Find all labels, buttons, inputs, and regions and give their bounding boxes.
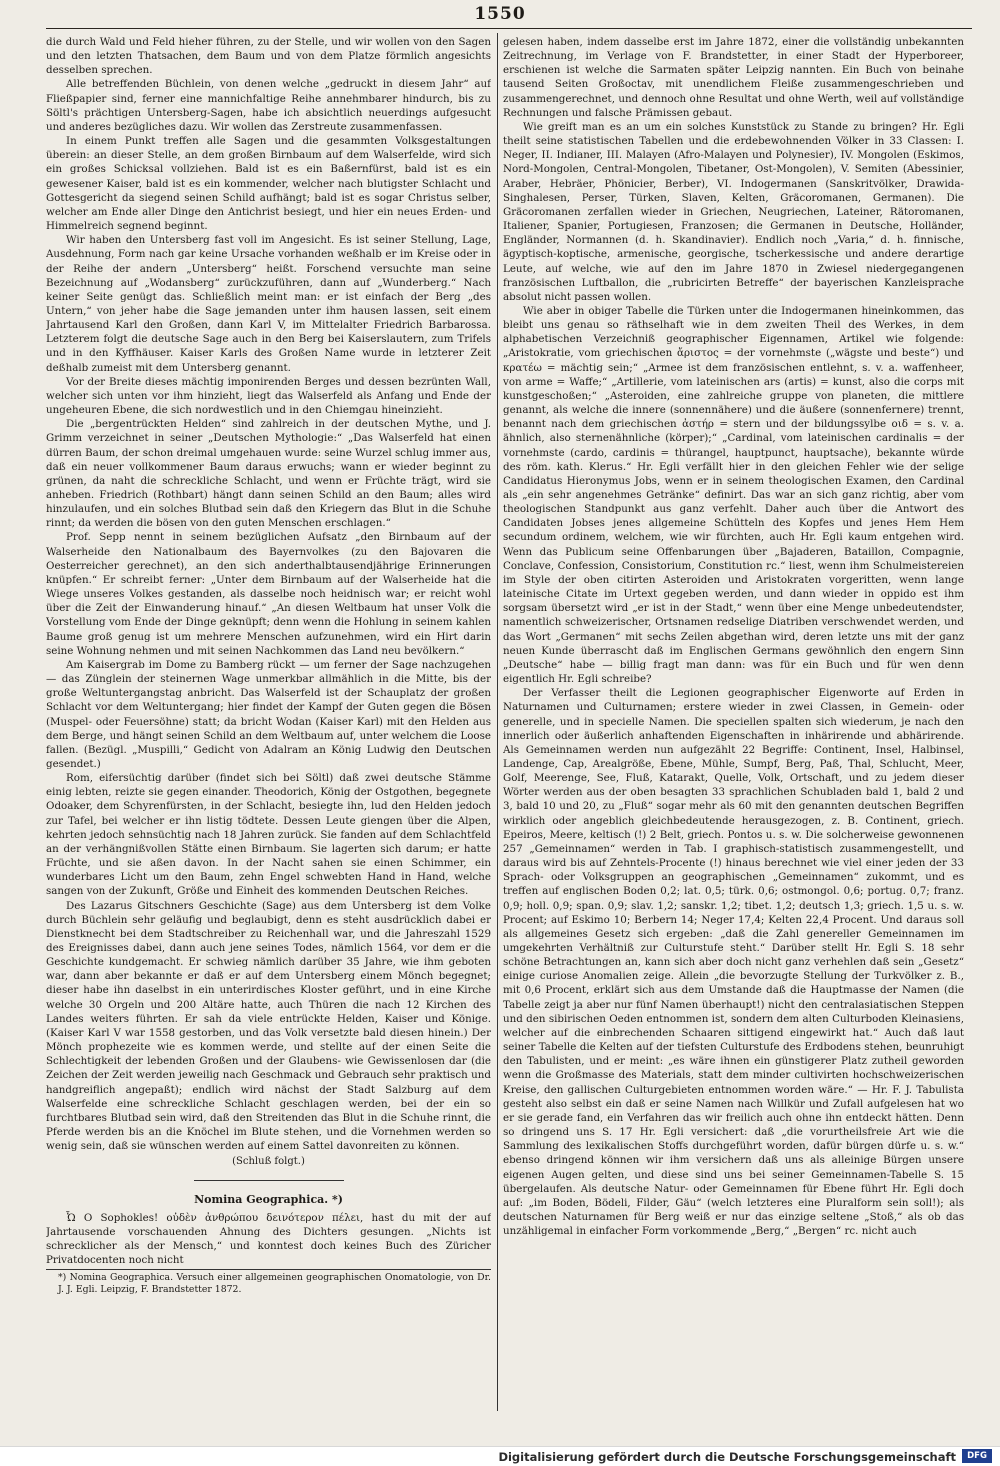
section-title: Nomina Geographica. *) [194, 1192, 343, 1206]
article-paragraph: Wir haben den Untersberg fast voll im Angesicht. Es ist seiner Stellung, Lage, Ausdehnung, Form nach gar keine Ursache vorhanden weßhalb er im Kreise oder in der Reihe der andern „Untersberg“ heißt. Forschend versuchte man seine Bezeichnung auf „Wodansberg“ zurückzuführen, dann auf „Wunderberg.“ Nach keiner Seite genügt das. Schließlich meint man: er ist einfach der Berg „des Untern,“ von jeher habe die Sage jemanden unter ihm hausen lassen, seit einem Jahrtausend Karl den Großen, dann Karl V, im Mittelalter Friedrich Barbarossa. Letzterem folgt die deutsche Sage auch in den Berg bei Kaiserslautern, zum Trifels und in den Kyffhäuser. Kaiser Karls des Großen Name wurde in letzterer Zeit deßhalb zumeist mit dem Untersberg genannt. [46, 234, 491, 374]
header-rule [46, 28, 972, 29]
article-paragraph: Des Lazarus Gitschners Geschichte (Sage) aus dem Untersberg ist dem Volke durch Büchlein sehr geläufig und beglaubigt, denn es steht ausdrücklich dabei er Dienstknecht bei dem Stadtschreiber zu Reichenhall war, und die Jahreszahl 1529 des Ereignisses dabei, dann auch jene seines Todes, nämlich 1564, vor dem er die Geschichte kundgemacht. Er schwieg nämlich darüber 35 Jahre, wie ihm geboten war, dann aber bekannte er daß er auf dem Untersberg einem Mönch begegnet; dieser habe ihn daselbst in ein unterirdisches Kloster geführt, und in eine Kirche welche 30 Orgeln und 200 Altäre hatte, auch Thüren die nach 12 Kirchen des Landes weiters führten. Er sah da viele entrückte Helden, Kaiser und Könige. (Kaiser Karl V war 1558 gestorben, und das Volk versetzte bald diesen hinein.) Der Mönch prophezeite wie es kommen werde, und stellte auf der einen Seite die Schlechtigkeit der lebenden Großen und der Glaubens- wie Gewissenlosen dar (die Zeichen der Zeit werden jeweilig nach Geschmack und Gebrauch sehr praktisch und handgreiflich angepaßt); endlich wird nächst der Stadt Salzburg auf dem Walserfelde eine schreckliche Schlacht geschlagen werden, bei der ein so furchtbares Blutbad sein wird, daß den Streitenden das Blut in die Schuhe rinnt, die Pferde werden bis an die Knöchel im Blute stehen, und die Vornehmen werden so wenig sein, daß sie wünschen werden auf einem Sattel davonreiten zu können. [46, 899, 491, 1153]
dfg-logo-icon [962, 1449, 992, 1463]
section-separator [194, 1180, 344, 1181]
article-paragraph: Wie aber in obiger Tabelle die Türken unter die Indogermanen hineinkommen, das bleibt uns genau so räthselhaft wie in dem zweiten Theil des Werkes, in dem alphabetischen Verzeichniß geographischer Eigennamen, Artikel wie folgende: „Aristokratie, vom griechischen ἄριστος = der vornehmste („wägste und beste“) und κρατέω = mächtig sein;“ „Armee ist dem französischen entlehnt, s. v. a. waffenheer, von arme = Waffe;“ „Artillerie, vom lateinischen ars (artis) = kunst, also die corps mit kunstgeschoßen;“ „Asteroiden, eine zahlreiche gruppe von planeten, die mittlere genannt, als welche die innere (sonnennähere) und die äußere (sonnenfernere) trennt, benannt nach dem griechischen ἀστήρ = stern und der bildungssylbe οιδ = s. v. a. ähnlich, also sternenähnliche (körper);“ „Cardinal, vom lateinischen cardinalis = der vornehmste (cardo, cardinis = thürangel, hauptpunct, hauptsache), bekannte würde des röm. kath. Klerus.“ Hr. Egli verfällt hier in den gleichen Fehler wie der selige Candidatus Hieronymus Jobs, wenn er in seinem theologischen Examen, den Cardinal als „ein sehr angenehmes Getränke“ definirt. Das war an sich ganz richtig, aber vom theologischen Standpunkt aus ganz verfehlt. Daher auch über die Antwort des Candidaten Jobses jenes allgemeine Schütteln des Kopfes und jenes Hem Hem secundum ordinem, welchem, wie wir fürchten, auch Hr. Egli kaum entgehen wird. Wenn das Publicum seine Offenbarungen über „Bajaderen, Bataillon, Compagnie, Conclave, Confession, Consistorium, Constitution rc.“ liest, wenn ihm Schulmeistereien im Style der oben citirten Asteroiden und Aristokraten vorgeritten, wenn lange lateinische Citate im Urtext gegeben werden, und dann wieder in oppido est ihm sorgsam übersetzt wird „er ist in der Stadt,“ wenn über eine Menge unbedeutendster, namentlich schweizerischer, Ortsnamen redselige Diatriben verschwendet werden, und das Wort „Germanen“ mit sechs Zeilen abgethan wird, deren letzte uns mit der ganz neuen Kunde überrascht daß im Englischen Germans gewöhnlich den engern Sinn „Deutsche“ habe — billig fragt man dann: was für ein Buch und für wen denn eigentlich Hr. Egli schreibe? [503, 304, 964, 686]
article-paragraph: Rom, eifersüchtig darüber (findet sich bei Söltl) daß zwei deutsche Stämme einig lebten, reizte sie gegen einander. Theodorich, König der Ostgothen, begegnete Odoaker, dem Schyrenfürsten, in der Schlacht, besiegte ihn, lud den Helden jedoch zur Tafel, bei welcher er ihn listig tödtete. Dessen Leute giengen über die Alpen, kehrten jedoch sehnsüchtig nach 18 Jahren zurück. Sie fanden auf dem Schlachtfeld an der verhängnißvollen Stätte einen Birnbaum. Sie lagerten sich darum; er hatte Früchte, und sie aßen davon. In der Nacht sahen sie einen Schimmer, ein wunderbares Licht um den Baum, zehn Engel schwebten Hand in Hand, welche sangen von der Zukunft, Größe und Einheit des kommenden Deutschen Reiches. [46, 772, 491, 898]
column-divider [497, 33, 498, 1411]
footnote-rule [46, 1269, 491, 1270]
article-paragraph: Vor der Breite dieses mächtig imponirenden Berges und dessen bezrünten Wall, welcher sich unten vor ihm hinzieht, liegt das Walserfeld als Anfang und Ende der ungeheuren Ebene, die sich nordwestlich und in den Chiemgau hineinzieht. [46, 375, 491, 417]
footnote: *) Nomina Geographica. Versuch einer allgemeinen geographischen Onomatologie, von Dr. J. J. Egli. Leipzig, F. Brandstetter 1872. [58, 1272, 491, 1296]
article-paragraph: die durch Wald und Feld hieher führen, zu der Stelle, und wir wollen von den Sagen und den letzten Thatsachen, dem Baum und von dem Platze förmlich angesichts desselben sprechen. [46, 36, 491, 77]
article-paragraph: In einem Punkt treffen alle Sagen und die gesammten Volksgestaltungen überein: an dieser Stelle, an dem großen Birnbaum auf dem Walserfelde, wird sich ein großes Schicksal vollziehen. Bald ist es ein Baßernfürst, bald ist es ein gewesener Kaiser, bald ist es ein kommender, welcher nach blutigster Schlacht und Gottesgericht da siegend seinen Schild aufhängt; bald ist es sogar Christus selber, welcher am Ende aller Dinge den Antichrist besiegt, und hier ein neues Erden- und Himmelreich segnend beginnt. [46, 135, 491, 233]
article-paragraph: gelesen haben, indem dasselbe erst im Jahre 1872, einer die vollständig unbekannten Zeitrechnung, im Verlage von F. Brandstetter, in einer Stadt der Hyperboreer, erschienen ist welche die Sarmaten später Leipzig nannten. Ein Buch von beinahe tausend Seiten Großoctav, mit unendlichem Fleiße zusammengeschrieben und zusammengerechnet, und dennoch ohne Resultat und ohne Werth, weil auf vollständige Rechnungen und falsche Prämissen gebaut. [503, 36, 964, 119]
article-paragraph: Am Kaisergrab im Dome zu Bamberg rückt — um ferner der Sage nachzugehen — das Zünglein der steinernen Wage unmerkbar allmählich in die Mitte, bis der große Weltuntergangstag anbricht. Das Walserfeld ist der Schauplatz der großen Schlacht vor dem Weltuntergang; hier findet der Kampf der Guten gegen die Bösen (Muspel- oder Feuersöhne) statt; da bricht Wodan (Kaiser Karl) mit den Helden aus dem Berge, und hängt seinen Schild an dem Weltbaum auf, unter welchem die Loose fallen. (Bezügl. „Muspilli,“ Gedicht von Adalram an König Ludwig den Deutschen gesendet.) [46, 658, 491, 770]
article-paragraph: Wie greift man es an um ein solches Kunststück zu Stande zu bringen? Hr. Egli theilt seine statistischen Tabellen und die erdebewohnenden Völker in 33 Classen: I. Neger, II. Indianer, III. Malayen (Afro-Malayen und Polynesier), IV. Mongolen (Eskimos, Nord-Mongolen, Central-Mongolen, Tibetaner, Ost-Mongolen), V. Semiten (Abessinier, Araber, Hebräer, Phönicier, Berber), VI. Indogermanen (Sanskritvölker, Drawida-Singhalesen, Perser, Türken, Slaven, Kelten, Gräcoromanen, Germanen). Die Gräcoromanen zerfallen wieder in Griechen, Neugriechen, Lateiner, Rätoromanen, Italiener, Spanier, Portugiesen, Franzosen; die Germanen in Deutsche, Holländer, Engländer, Normannen (d. h. Skandinavier). Endlich noch „Varia,“ d. h. finnische, ägyptisch-koptische, armenische, georgische, tscherkessische und andere derartige Leute, auf welche, wie auf den im Jahre 1870 in Zwiesel niedergegangenen französischen Luftballon, die „rubricirten Betreffe“ der bayerischen Kanzleisprache absolut nicht passen wollen. [503, 120, 964, 303]
funding-credit: Digitalisierung gefördert durch die Deutsche Forschungsgemeinschaft [498, 1450, 956, 1464]
continuation-note: (Schluß folgt.) [232, 1156, 305, 1168]
article-paragraph: Der Verfasser theilt die Legionen geographischer Eigenworte auf Erden in Naturnamen und Culturnamen; erstere wieder in zwei Classen, in Gemein- oder generelle, und in specielle Namen. Die speciellen spalten sich wiederum, je nach den innerlich oder äußerlich anhaftenden Eigenschaften in inhärirende und abhärirende. Als Gemeinnamen werden nun aufgezählt 22 Begriffe: Continent, Insel, Halbinsel, Landenge, Cap, Arealgröße, Ebene, Mühle, Sumpf, Berg, Paß, Thal, Schlucht, Meer, Golf, Meerenge, See, Fluß, Katarakt, Quelle, Volk, Ortschaft, und zu jedem dieser Wörter werden aus der oben besagten 33 sprachlichen Schubladen bald 1, bald 2 und 3, bald 10 und 20, zu „Fluß“ sogar mehr als 60 mit den genannten deutschen Begriffen wirklich oder angeblich gleichbedeutende herausgezogen, z. B. Continent, griech. Epeiros, Meere, keltisch (!) 2 Belt, griech. Pontos u. s. w. Die solcherweise gewonnenen 257 „Gemeinnamen“ werden in Tab. I graphisch-statistisch zusammengestellt, und daraus wird bis auf Zehntels-Procente (!) hinaus berechnet wie viel einer jeden der 33 Sprach- oder Volksgruppen an geographischen „Gemeinnamen“ zukommt, und es treffen auf englischen Boden 0,2; lat. 0,5; türk. 0,6; ostmongol. 0,6; portug. 0,7; franz. 0,9; holl. 0,9; span. 0,9; slav. 1,2; sanskr. 1,2; tibet. 1,2; deutsch 1,3; griech. 1,5 u. s. w. Procent; auf Eskimo 10; Berbern 14; Neger 17,4; Kelten 22,4 Procent. Und daraus soll als allgemeines Gesetz sich ergeben: „daß die Zahl genereller Gemeinnamen im umgekehrten Verhältniß zur Culturstufe steht.“ Darüber stellt Hr. Egli S. 18 sehr schöne Betrachtungen an, kann sich aber doch nicht ganz verhehlen daß sein „Gesetz“ einige curiose Anomalien zeige. Allein „die bevorzugte Stellung der Turkvölker z. B., mit 0,6 Procent, erklärt sich aus dem Umstande daß die Hauptmasse der Namen (die Tabelle zeigt ja aber nur fünf Namen überhaupt!) nicht den centralasiatischen Steppen und den sibirischen Oeden entnommen ist, sondern dem alten Culturboden Kleinasiens, welcher auf die einbrechenden Schaaren sittigend eingewirkt hat.“ Auch daß laut seiner Tabelle die Kelten auf der tiefsten Culturstufe des Erdbodens stehen, beunruhigt den Tabulisten, und er meint: „es wäre ihnen ein günstigerer Platz zutheil geworden wenn die Großmasse des Materials, statt dem minder cultivirten hochschweizerischen Kreise, den gallischen Culturgebieten entnommen worden wäre.“ — Hr. F. J. Tabulista gesteht also selbst ein daß er seine Namen nach Willkür und Zufall aufgelesen hat wo er sie gerade fand, ein Verfahren das wir freilich auch ohne ihn entdeckt hätten. Denn so dringend uns S. 17 Hr. Egli versichert: daß „die vorurtheilsfreie Art wie die Sammlung des lexikalischen Stoffs durchgeführt worden, dafür bürgen dürfe u. s. w.“ ebenso dringend können wir ihm versichern daß uns als alleinige Bürgen unsere eigenen Augen gelten, und diese sind uns bei seiner Gemeinnamen-Tabelle S. 15 übergelaufen. Als deutsche Natur- oder Gemeinnamen für Ebene führt Hr. Egli doch auf: „im Boden, Bödeli, Filder, Gäu“ (welch letzteres eine Pluralform sein soll!); als deutschen Naturnamen für Berg weiß er nur das einzige seltene „Stoß,“ als ob das unzähligemal in einfacher Form vorkommende „Berg,“ „Bergen“ rc. nicht auch [503, 687, 964, 1238]
left-column [46, 35, 491, 1335]
article-paragraph: Die „bergentrückten Helden“ sind zahlreich in der deutschen Mythe, und J. Grimm verzeichnet in seiner „Deutschen Mythologie:“ „Das Walserfeld hat einen dürren Baum, der schon dreimal umgehauen wurde: seine Wurzel schlug immer aus, daß ein neuer vollkommener Baum daraus erwuchs; wann er wieder beginnt zu grünen, da naht die schreckliche Schlacht, und wenn er Früchte trägt, wird sie anheben. Friedrich (Rothbart) hängt dann seinen Schild an den Baum; alles wird hinzulaufen, und ein solches Blutbad sein daß den Kriegern das Blut in die Schuhe rinnt; da werden die bösen von den guten Menschen erschlagen.“ [46, 418, 491, 530]
dfg-logo-text: DFG [967, 1451, 987, 1461]
digitization-footer [0, 1446, 1000, 1466]
right-column [503, 35, 964, 1415]
page-number: 1550 [474, 4, 526, 24]
article-paragraph: Ὦ O Sophokles! οὐδὲν ἀνθρώπου δεινότερον πέλει, hast du mit der auf Jahrtausende vorschauenden Ahnung des Dichters gesungen. „Nichts ist schrecklicher als der Mensch,“ und konntest doch keines Buch des Züricher Privatdocenten noch nicht [46, 1211, 491, 1267]
article-paragraph: Prof. Sepp nennt in seinem bezüglichen Aufsatz „den Birnbaum auf der Walserheide den Nationalbaum des Bayernvolkes (zu den Bajovaren die Oesterreicher gerechnet), an den sich anderthalbtausendjährige Erinnerungen knüpfen.“ Er schreibt ferner: „Unter dem Birnbaum auf der Walserheide hat die Wiege unseres Volkes gestanden, als dasselbe noch heidnisch war; er reicht wohl über die Zeit der Einwanderung hinauf.“ „An diesen Weltbaum hat unser Volk die Vorstellung vom Ende der Dinge geknüpft; denn wenn die Hohlung in seinem kahlen Baume groß genug ist um mehrere Menschen aufzunehmen, wird ein Hirt darin seine Wohnung nehmen und mit seinen Nachkommen das Land neu bevölkern.“ [46, 531, 491, 657]
article-paragraph: Alle betreffenden Büchlein, von denen welche „gedruckt in diesem Jahr“ auf Fließpapier sind, ferner eine mannichfaltige Reihe annehmbarer hindurch, bis zu Söltl's prächtigen Untersberg-Sagen, habe ich absichtlich neuerdings aufgesucht und anderes bezügliches dazu. Wir wollen das Zerstreute zusammenfassen. [46, 78, 491, 133]
